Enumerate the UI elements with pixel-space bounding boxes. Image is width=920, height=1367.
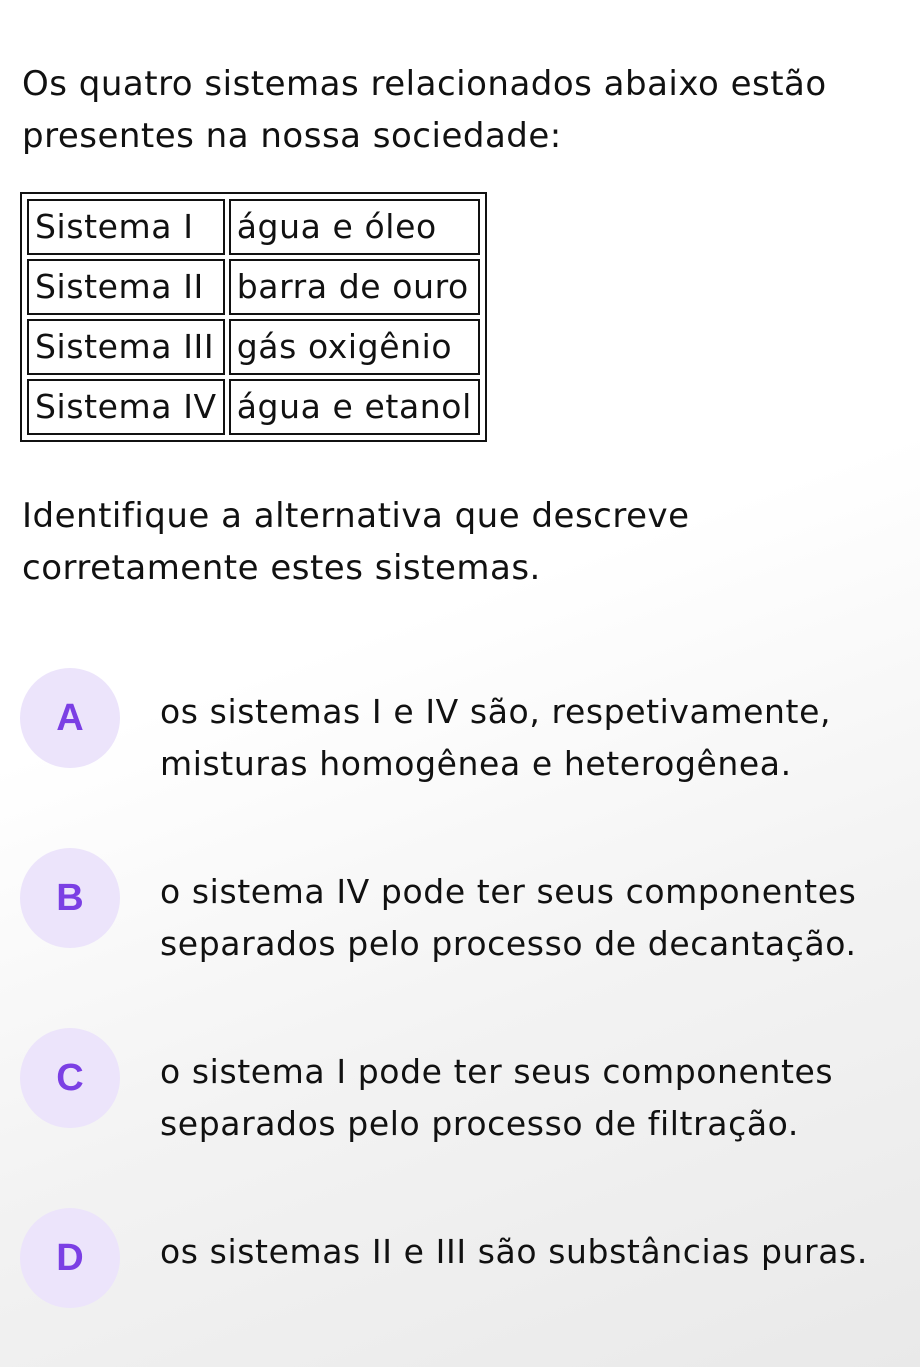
option-letter-badge[interactable]: B	[20, 848, 120, 948]
option-text[interactable]: o sistema I pode ter seus componentes separados pelo processo de filtração.	[160, 1052, 834, 1143]
option-letter-badge[interactable]: C	[20, 1028, 120, 1128]
option-letter-badge[interactable]: A	[20, 668, 120, 768]
table-row	[27, 319, 480, 375]
system-name: Sistema II	[27, 259, 225, 315]
table-row	[27, 199, 480, 255]
option-text[interactable]: os sistemas II e III são substâncias puras.	[160, 1232, 868, 1271]
question-intro: Os quatro sistemas relacionados abaixo estão presentes na nossa sociedade:	[22, 64, 827, 156]
systems-table	[20, 192, 487, 442]
system-content: gás oxigênio	[229, 319, 480, 375]
system-name: Sistema III	[27, 319, 225, 375]
option-text[interactable]: os sistemas I e IV são, respetivamente, misturas homogênea e heterogênea.	[160, 692, 832, 783]
system-name: Sistema I	[27, 199, 225, 255]
system-content: água e etanol	[229, 379, 480, 435]
system-content: barra de ouro	[229, 259, 480, 315]
option-text[interactable]: o sistema IV pode ter seus componentes separados pelo processo de decantação.	[160, 872, 857, 963]
option-letter-badge[interactable]: D	[20, 1208, 120, 1308]
table-row	[27, 379, 480, 435]
table-row	[27, 259, 480, 315]
system-name: Sistema IV	[27, 379, 225, 435]
question-prompt: Identifique a alternativa que descreve corretamente estes sistemas.	[22, 496, 690, 588]
system-content: água e óleo	[229, 199, 480, 255]
